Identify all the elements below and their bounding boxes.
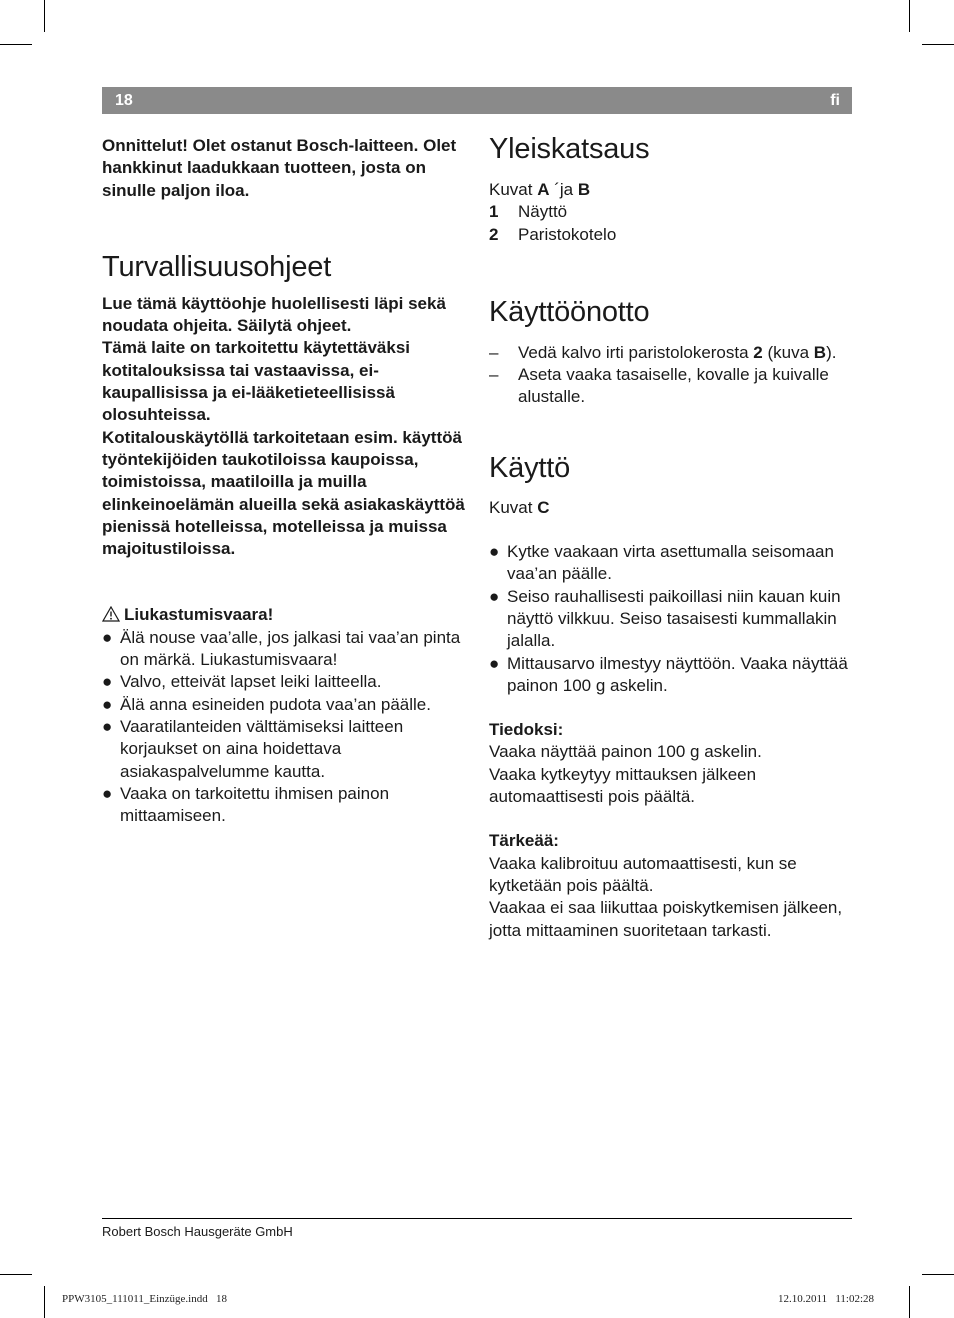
bullet: ● xyxy=(102,694,113,714)
part-item: 2 Paristokotelo xyxy=(489,224,617,244)
safety-para-1: Lue tämä käyttöohje huolellisesti läpi sekä noudata ohjeita. Säilytä ohjeet. xyxy=(102,293,446,336)
note-title: Tiedoksi: xyxy=(489,720,564,740)
warning-title-label: Liukastumisvaara! xyxy=(124,605,274,625)
list-item: ● Seiso rauhallisesti paikoillasi niin kauan kuin näyttö vilkkuu. Seiso tasaisesti kummallakin jalalla. xyxy=(489,586,841,651)
right-column xyxy=(489,131,849,942)
footer-company: Robert Bosch Hausgeräte GmbH xyxy=(102,1224,293,1239)
note-line: Vaaka näyttää painon 100 g askelin. xyxy=(489,742,762,762)
crop-mark xyxy=(922,1274,954,1275)
page-number: 18 xyxy=(115,92,133,109)
bullet: ● xyxy=(489,653,500,673)
usage-list xyxy=(489,541,849,697)
crop-mark xyxy=(909,0,910,32)
left-column xyxy=(102,135,467,827)
bullet: ● xyxy=(489,586,500,606)
crop-mark xyxy=(44,1286,45,1318)
bullet: ● xyxy=(489,542,500,562)
setup-list xyxy=(489,342,849,409)
list-item: ● Vaaka on tarkoitettu ihmisen painon mittaamiseen. xyxy=(102,783,390,826)
crop-mark xyxy=(922,44,954,45)
safety-list xyxy=(102,627,467,828)
setup-heading: Käyttöönotto xyxy=(489,295,650,328)
footer-rule xyxy=(102,1218,852,1219)
crop-mark xyxy=(44,0,45,32)
slug-date: 12.10.2011 11:02:28 xyxy=(778,1293,875,1305)
list-item: – Vedä kalvo irti paristolokerosta 2 (kuva B). xyxy=(489,342,837,362)
usage-heading: Käyttö xyxy=(489,451,571,484)
language-code: fi xyxy=(830,92,840,109)
overview-heading: Yleiskatsaus xyxy=(489,133,650,165)
list-item: ● Älä anna esineiden pudota vaa’an päälle. xyxy=(102,694,467,716)
list-item: ● Mittausarvo ilmestyy näyttöön. Vaaka näyttää painon 100 g askelin. xyxy=(489,653,848,695)
list-item: – Aseta vaaka tasaiselle, kovalle ja kuivalle alustalle. xyxy=(489,365,829,407)
list-item: ● Valvo, etteivät lapset leiki laitteella. xyxy=(102,671,467,693)
safety-heading: Turvallisuusohjeet xyxy=(102,250,332,283)
crop-mark xyxy=(0,1274,32,1275)
bullet: ● xyxy=(102,783,113,803)
list-item: ● Vaaratilanteiden välttämiseksi laitteen korjaukset on aina hoidettava asiakaspalvelumme kautta. xyxy=(102,716,404,781)
part-item: 1 Näyttö xyxy=(489,202,568,222)
crop-mark xyxy=(0,44,32,45)
important-line: Vaaka kalibroituu automaattisesti, kun se kytketään pois päältä. xyxy=(489,853,797,895)
slug-file: PPW3105_111011_Einzüge.indd 18 xyxy=(62,1293,227,1305)
bullet: ● xyxy=(102,716,113,736)
safety-para-2: Tämä laite on tarkoitettu käytettäväksi kotitalouksissa tai vastaavissa, ei-kaupallisissa ja ei-lääketieteellisissä olosuhteissa. xyxy=(102,338,411,425)
list-item: ● Älä nouse vaa’alle, jos jalkasi tai vaa’an pinta on märkä. Liukastumisvaara! xyxy=(102,627,461,670)
warning-title xyxy=(102,604,467,626)
list-item: ● Kytke vaakaan virta asettumalla seisomaan vaa’an päälle. xyxy=(489,542,834,584)
page-header-bar xyxy=(102,87,852,114)
note-line: Vaaka kytkeytyy mittauksen jälkeen automaattisesti pois päältä. xyxy=(489,764,757,807)
bullet: ● xyxy=(102,672,113,692)
important-title: Tärkeää: xyxy=(489,831,559,851)
safety-para-3: Kotitalouskäytöllä tarkoitetaan esim. käyttöä työntekijöiden taukotiloissa kaupoissa, toimistoissa, maatiloilla ja muilla elinkeinoelämän alueilla sekä asiakaskäyttöä pienissä hotelleissa, motelleissa ja muissa majoitustiloissa. xyxy=(102,427,465,559)
overview-figures: Kuvat A ´ja B xyxy=(489,180,591,199)
crop-mark xyxy=(909,1286,910,1318)
intro-text: Onnittelut! Olet ostanut Bosch-laitteen. Olet hankkinut laadukkaan tuotteen, josta on sinulle paljon iloa. xyxy=(102,136,457,200)
bullet: ● xyxy=(102,627,113,647)
warning-triangle-icon xyxy=(102,606,120,622)
usage-figures: Kuvat C xyxy=(489,497,550,517)
important-line: Vaakaa ei saa liikuttaa poiskytkemisen jälkeen, jotta mittaaminen suoritetaan tarkasti. xyxy=(489,898,843,940)
